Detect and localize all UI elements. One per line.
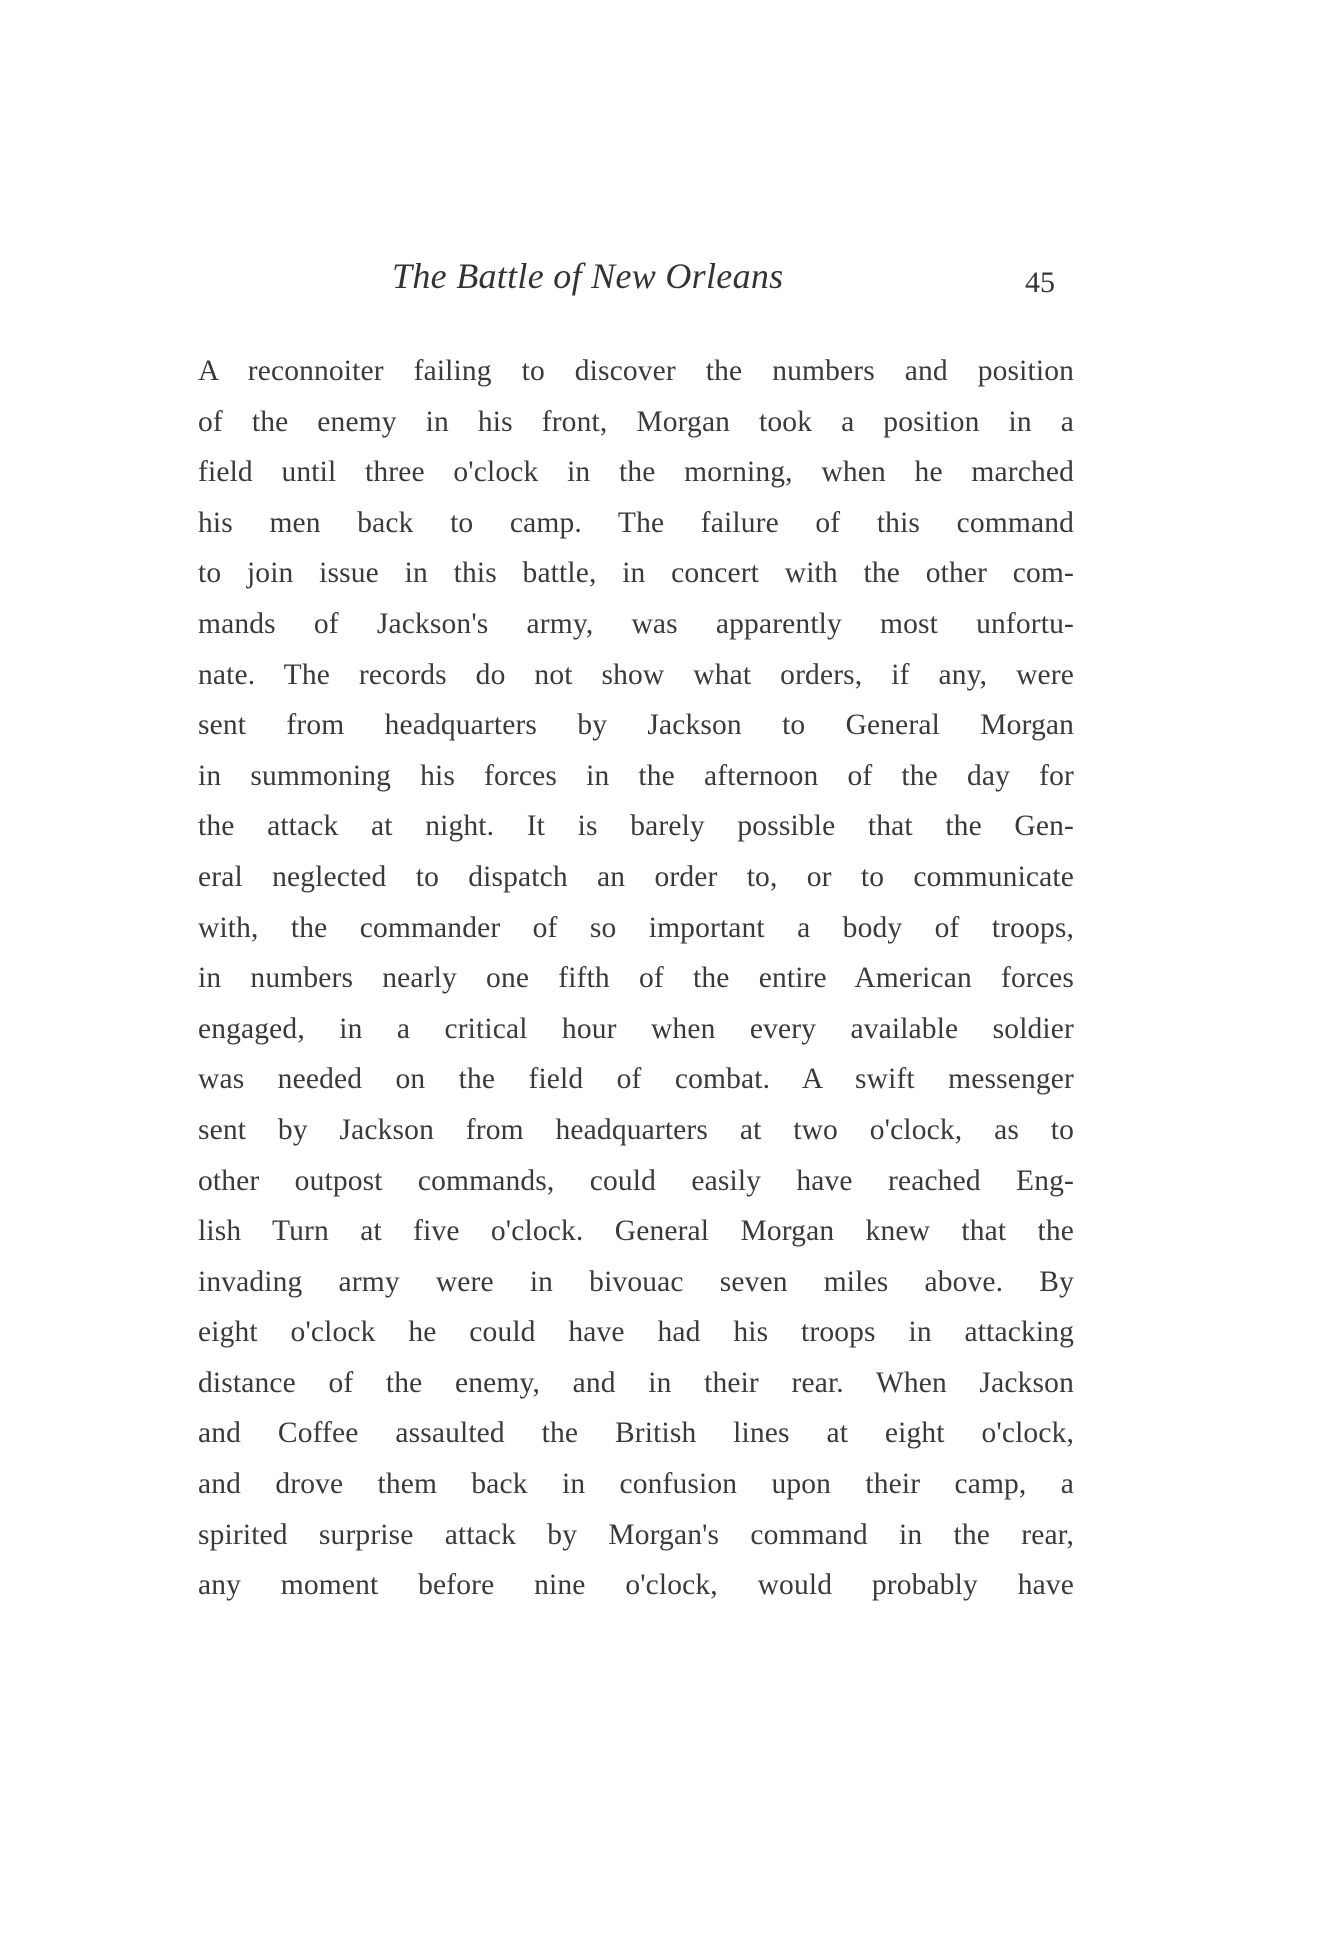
text-line: was needed on the field of combat. A swift messenger [198, 1063, 1074, 1096]
text-line: with, the commander of so important a body of troops, [198, 911, 1074, 944]
text-line: nate. The records do not show what orders, if any, were [198, 658, 1074, 691]
running-head: The Battle of New Orleans [392, 256, 784, 296]
text-line: eight o'clock he could have had his troops in attacking [198, 1316, 1074, 1349]
text-line: distance of the enemy, and in their rear. When Jackson [198, 1366, 1074, 1399]
text-line: any moment before nine o'clock, would probably have [198, 1569, 1074, 1602]
text-line: A reconnoiter failing to discover the numbers and position [198, 355, 1074, 387]
text-line: sent from headquarters by Jackson to General Morgan [198, 709, 1074, 742]
text-line: and Coffee assaulted the British lines at eight o'clock, [198, 1417, 1074, 1450]
text-line: mands of Jackson's army, was apparently most unfortu- [198, 607, 1074, 640]
text-line: and drove them back in confusion upon their camp, a [198, 1468, 1074, 1501]
text-line: in summoning his forces in the afternoon of the day for [198, 759, 1074, 792]
text-line: field until three o'clock in the morning, when he marched [198, 456, 1074, 489]
text-line: sent by Jackson from headquarters at two o'clock, as to [198, 1113, 1074, 1146]
page-number: 45 [1025, 266, 1055, 299]
body-text [198, 346, 1074, 1611]
text-line: in numbers nearly one fifth of the entire American forces [198, 962, 1074, 995]
text-line: his men back to camp. The failure of this command [198, 506, 1074, 539]
text-line: other outpost commands, could easily have reached Eng- [198, 1164, 1074, 1197]
text-line: eral neglected to dispatch an order to, or to communicate [198, 860, 1074, 893]
text-line: lish Turn at five o'clock. General Morgan knew that the [198, 1215, 1074, 1248]
text-line: the attack at night. It is barely possible that the Gen- [198, 810, 1074, 843]
text-line: to join issue in this battle, in concert with the other com- [198, 557, 1074, 590]
text-line: spirited surprise attack by Morgan's command in the rear, [198, 1518, 1074, 1551]
text-line: of the enemy in his front, Morgan took a position in a [198, 405, 1074, 438]
text-line: invading army were in bivouac seven miles above. By [198, 1265, 1074, 1298]
text-line: engaged, in a critical hour when every available soldier [198, 1012, 1074, 1045]
